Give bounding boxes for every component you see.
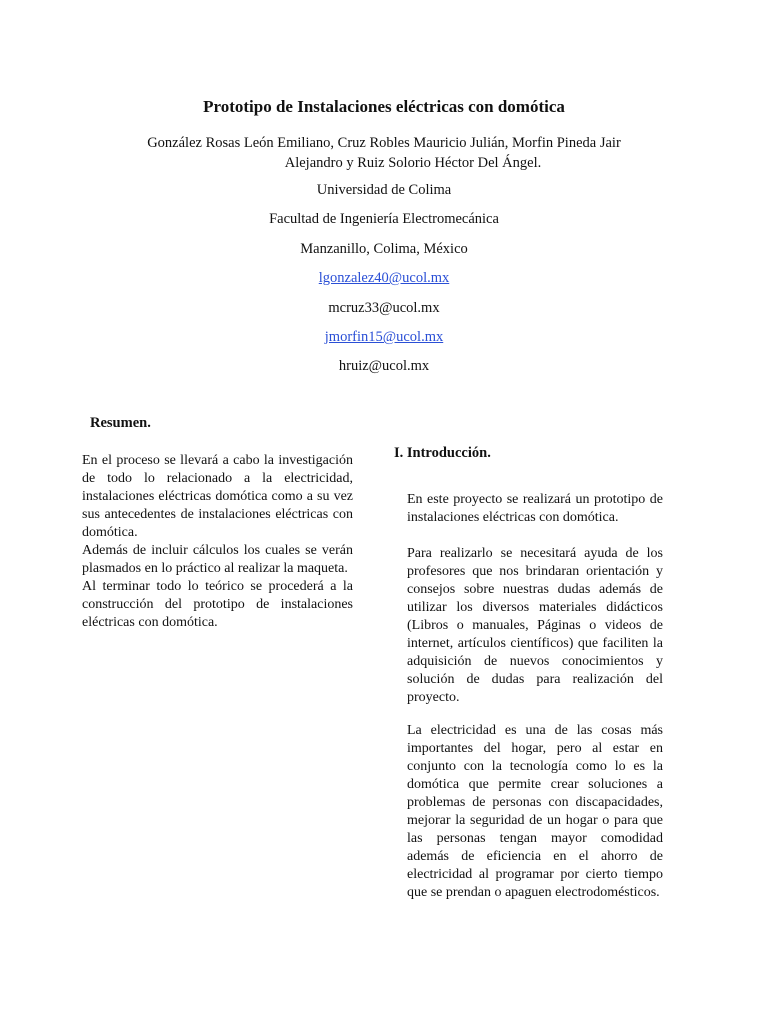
abstract-body — [82, 452, 353, 632]
email-link-jmorfin[interactable]: jmorfin15@ucol.mx — [324, 329, 444, 345]
abstract-heading: Resumen. — [90, 415, 151, 431]
author-list — [108, 133, 660, 173]
introduction-body — [407, 545, 663, 707]
email-link-lgonzalez[interactable]: lgonzalez40@ucol.mx — [318, 270, 450, 286]
faculty-name: Facultad de Ingeniería Electromecánica — [269, 211, 499, 227]
introduction-paragraph: La electricidad es una de las cosas más importantes del hogar, pero al estar en conjunto con la tecnología como lo es la domótica que permite crear soluciones a problemas de personas con discapacidades, mejorar la seguridad de un hogar o para que las personas tengan mayor comodidad además de eficiencia en el ahorro de electricidad al programar por cierto tiempo que se prendan o apaguen electrodomésticos. — [407, 723, 663, 900]
paper-title: Prototipo de Instalaciones eléctricas con domótica — [203, 97, 565, 116]
location: Manzanillo, Colima, México — [300, 241, 468, 257]
university-name: Universidad de Colima — [316, 182, 452, 198]
introduction-body — [407, 722, 663, 902]
email-hruiz: hruiz@ucol.mx — [338, 358, 430, 374]
abstract-paragraph: En el proceso se llevará a cabo la investigación de todo lo relacionado a la electricidad, instalaciones eléctricas domótica como a su vez sus antecedentes de instalaciones eléctricas con domótica. — [82, 453, 353, 540]
email-mcruz: mcruz33@ucol.mx — [328, 300, 440, 316]
introduction-paragraph: En este proyecto se realizará un prototipo de instalaciones eléctricas con domótica. — [407, 492, 663, 525]
introduction-heading: I. Introducción. — [394, 445, 491, 461]
abstract-paragraph: Al terminar todo lo teórico se procederá a la construcción del prototipo de instalaciones eléctricas con domótica. — [82, 579, 353, 630]
introduction-body — [407, 491, 663, 527]
authors-line-2: Alejandro y Ruiz Solorio Héctor Del Ángel. — [284, 155, 542, 171]
authors-line-1: González Rosas León Emiliano, Cruz Robles Mauricio Julián, Morfin Pineda Jair — [147, 135, 621, 151]
abstract-paragraph: Además de incluir cálculos los cuales se verán plasmados en lo práctico al realizar la maqueta. — [82, 543, 353, 576]
introduction-paragraph: Para realizarlo se necesitará ayuda de los profesores que nos brindaran orientación y consejos sobre nuestras dudas además de utilizar los diversos materiales didácticos (Libros o manuales, Páginas o videos de internet, artículos científicos) que faciliten la adquisición de nuevos conocimientos y solución de dudas para realización del proyecto. — [407, 546, 663, 705]
